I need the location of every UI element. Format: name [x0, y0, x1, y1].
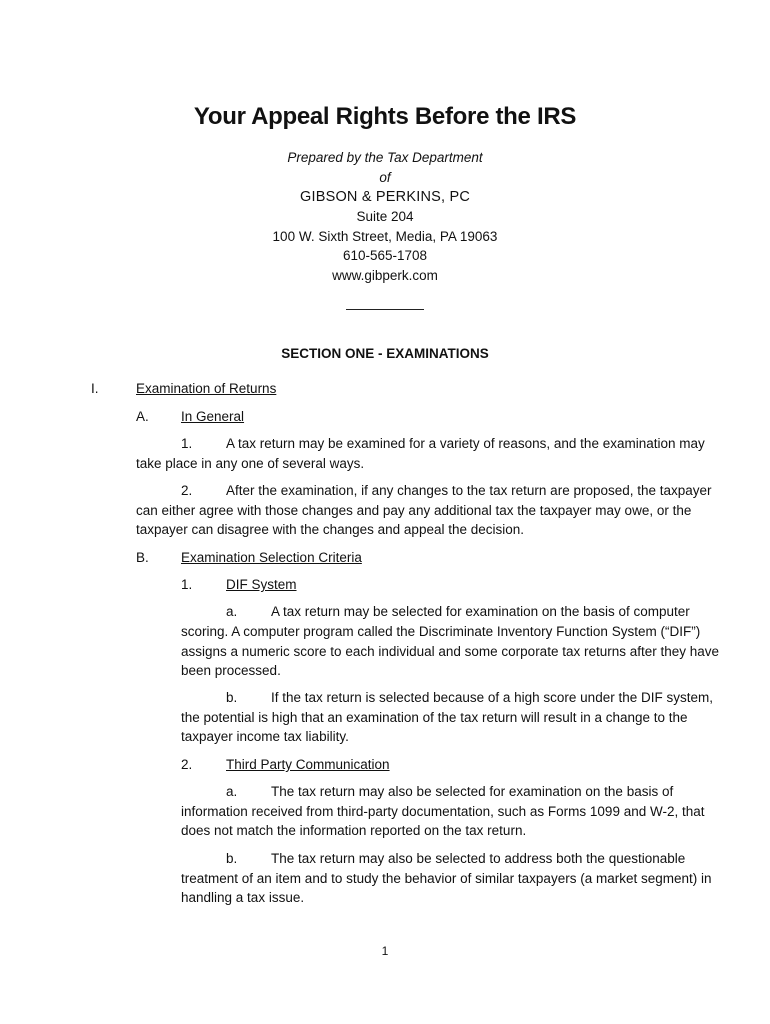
phone-line: 610-565-1708: [342, 248, 428, 263]
paragraph-marker: a.: [226, 604, 238, 619]
document-title: Your Appeal Rights Before the IRS: [193, 103, 577, 130]
of-line: of: [379, 170, 391, 185]
paragraph-line: been processed.: [181, 663, 281, 678]
paragraph-line: treatment of an item and to study the behavior of similar taxpayers (a market segment) in: [181, 871, 712, 886]
outline-marker-B1: 1.: [181, 577, 193, 592]
heading-in-general: In General: [181, 409, 245, 424]
paragraph-line: handling a tax issue.: [181, 890, 305, 905]
heading-dif-system: DIF System: [226, 577, 297, 592]
paragraph-marker: b.: [226, 690, 238, 705]
heading-examination-selection-criteria: Examination Selection Criteria: [181, 550, 362, 565]
paragraph-marker: a.: [226, 784, 238, 799]
paragraph-line: the potential is high that an examination of the tax return will result in a change to the: [181, 710, 688, 725]
website-line: www.gibperk.com: [332, 268, 438, 283]
paragraph-line: The tax return may also be selected for examination on the basis of: [271, 784, 674, 799]
paragraph-marker: 1.: [181, 436, 193, 451]
suite-line: Suite 204: [356, 209, 414, 224]
firm-name: GIBSON & PERKINS, PC: [300, 189, 470, 205]
divider-rule: [346, 309, 424, 310]
paragraph-line: After the examination, if any changes to the tax return are proposed, the taxpayer: [226, 483, 712, 498]
outline-marker-B: B.: [136, 550, 149, 565]
prepared-by-line: Prepared by the Tax Department: [287, 150, 483, 165]
outline-marker-B2: 2.: [181, 757, 193, 772]
paragraph-line: A tax return may be examined for a variety of reasons, and the examination may: [226, 436, 705, 451]
paragraph-line: take place in any one of several ways.: [136, 456, 365, 471]
section-heading: SECTION ONE - EXAMINATIONS: [281, 346, 489, 361]
outline-marker-A: A.: [136, 409, 149, 424]
paragraph-line: The tax return may also be selected to address both the questionable: [271, 851, 686, 866]
paragraph-line: taxpayer can disagree with the changes and appeal the decision.: [136, 522, 525, 537]
paragraph-line: does not match the information reported on the tax return.: [181, 823, 527, 838]
paragraph-line: If the tax return is selected because of a high score under the DIF system,: [271, 690, 713, 705]
paragraph-line: information received from third-party documentation, such as Forms 1099 and W-2, that: [181, 804, 705, 819]
paragraph-marker: b.: [226, 851, 238, 866]
paragraph-marker: 2.: [181, 483, 193, 498]
heading-examination-of-returns: Examination of Returns: [136, 381, 277, 396]
outline-marker-I: I.: [91, 381, 99, 396]
paragraph-line: can either agree with those changes and pay any additional tax the taxpayer may owe, or the: [136, 503, 692, 518]
address-line: 100 W. Sixth Street, Media, PA 19063: [272, 229, 498, 244]
heading-third-party-communication: Third Party Communication: [226, 757, 390, 772]
paragraph-line: scoring. A computer program called the Discriminate Inventory Function System (“DIF”): [181, 624, 701, 639]
paragraph-line: assigns a numeric score to each individual and some corporate tax returns after they have: [181, 644, 720, 659]
paragraph-line: taxpayer income tax liability.: [181, 729, 349, 744]
page-number: 1: [381, 944, 389, 958]
paragraph-line: A tax return may be selected for examination on the basis of computer: [271, 604, 690, 619]
